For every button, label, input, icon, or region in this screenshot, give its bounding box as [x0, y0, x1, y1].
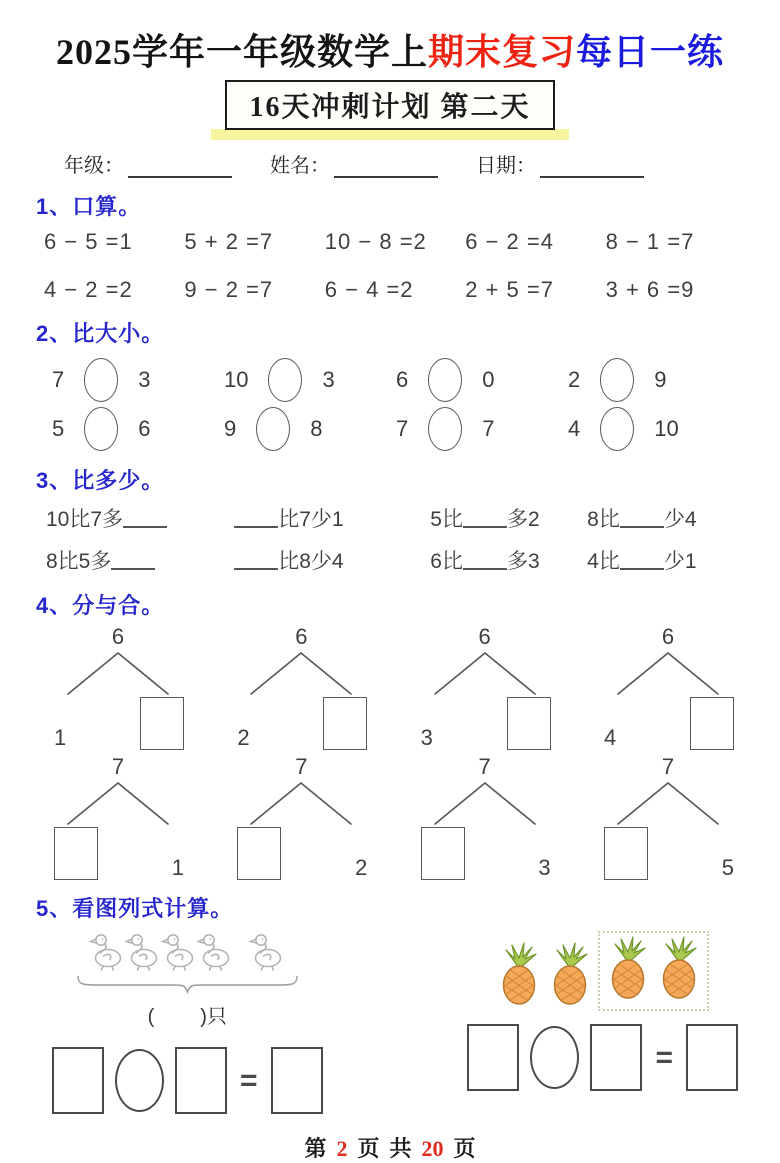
branch-lines-icon [42, 780, 194, 826]
count-text: 多2 [506, 508, 540, 531]
compare-left-number: 2 [568, 366, 581, 392]
caption-open-paren: ( [147, 1006, 155, 1028]
duck-icon [197, 931, 233, 976]
bond-children [409, 826, 561, 880]
compare-right-number: 7 [482, 415, 495, 441]
student-info-row [64, 149, 780, 178]
compare-left-number: 7 [52, 366, 65, 392]
pineapple-icon [547, 942, 593, 1011]
equation-operator-circle[interactable] [115, 1049, 164, 1112]
grade-field [64, 149, 232, 178]
answer-blank[interactable] [463, 552, 507, 570]
compare-item [568, 405, 740, 452]
number-bond [409, 754, 561, 880]
duck-equation-row [52, 1047, 323, 1114]
compare-count-item [587, 503, 744, 533]
bond-known-number: 5 [721, 855, 734, 880]
compare-count-item [430, 545, 587, 575]
oral-problem: 9 − 2 =7 [184, 277, 274, 302]
tree-row [42, 754, 744, 880]
compare-count-item [46, 503, 234, 533]
subtitle-box: 16天冲刺计划 第二天 [225, 80, 554, 130]
bond-known-number: 2 [237, 725, 250, 750]
number-bond [225, 754, 377, 880]
answer-blank[interactable] [234, 552, 278, 570]
pineapple-row [496, 931, 709, 1011]
number-bond [592, 754, 744, 880]
duck-caption [148, 1000, 227, 1029]
bond-total-number: 6 [111, 624, 125, 649]
section-heading-split-combine: 4、分与合。 [36, 593, 165, 618]
title-part-black: 2025学年一年级数学上 [55, 32, 428, 72]
bond-answer-box[interactable] [421, 827, 465, 880]
bond-children [225, 696, 377, 750]
number-bond [42, 754, 194, 880]
branch-lines-icon [409, 780, 561, 826]
compare-right-number: 3 [138, 366, 151, 392]
answer-blank[interactable] [234, 510, 278, 528]
bond-answer-box[interactable] [690, 697, 734, 750]
number-bond [592, 624, 744, 750]
bond-answer-box[interactable] [604, 827, 648, 880]
bond-total-number: 7 [478, 754, 491, 779]
bond-children [42, 826, 194, 880]
section-heading-compare-size: 2、比大小。 [36, 321, 165, 346]
footer-text: 页 [453, 1136, 476, 1161]
duck-problem [52, 931, 323, 1114]
pineapple-icon [656, 936, 702, 1005]
count-text: 比8少4 [278, 550, 344, 573]
yellow-highlight-bar [211, 129, 569, 140]
oral-problem: 10 − 8 =2 [324, 229, 427, 254]
oral-problem: 6 − 4 =2 [324, 277, 414, 302]
bond-known-number: 4 [603, 725, 617, 750]
oral-grid [44, 229, 746, 303]
answer-blank[interactable] [111, 552, 155, 570]
answer-blank[interactable] [123, 510, 167, 528]
compare-item [52, 356, 224, 403]
bond-total-number: 7 [111, 754, 125, 779]
compare-count-item [234, 503, 430, 533]
compare-answer-circle[interactable] [428, 358, 462, 402]
bond-answer-box[interactable] [237, 827, 281, 880]
tree-row [42, 624, 744, 750]
count-text: 4比 [587, 550, 620, 573]
tree-rows [0, 624, 780, 880]
count-text: 多3 [506, 550, 540, 573]
count-text: 8比 [587, 508, 620, 531]
compare-answer-circle[interactable] [428, 407, 462, 451]
branch-lines-icon [592, 650, 744, 696]
count-text: 10比7多 [46, 508, 124, 531]
compare-count-item [234, 545, 430, 575]
number-bond [42, 624, 194, 750]
name-label: 姓名： [270, 155, 330, 177]
compare-count-item [587, 545, 744, 575]
compare-answer-circle[interactable] [84, 407, 118, 451]
equation-second-box[interactable] [590, 1024, 642, 1091]
count-text: 6比 [430, 550, 463, 573]
compare-answer-circle[interactable] [256, 407, 290, 451]
section-heading-compare-count: 3、比多少。 [36, 468, 165, 493]
bond-known-number: 2 [355, 855, 368, 880]
compare-answer-circle[interactable] [84, 358, 118, 402]
footer-text: 共 [389, 1136, 412, 1161]
bond-children [592, 696, 744, 750]
equation-answer-box[interactable] [686, 1024, 738, 1091]
page-title [0, 24, 780, 75]
answer-blank[interactable] [463, 510, 507, 528]
equation-answer-box[interactable] [271, 1047, 323, 1114]
grade-blank-line[interactable] [128, 158, 232, 178]
pineapple-problem [467, 931, 738, 1114]
title-part-blue: 每日一练 [576, 32, 725, 72]
bond-known-number: 1 [54, 725, 67, 750]
footer-text: 页 [357, 1136, 380, 1161]
equation-operator-circle[interactable] [530, 1026, 579, 1089]
footer-page-number: 2 [336, 1136, 348, 1161]
oral-problem: 2 + 5 =7 [465, 277, 554, 302]
oral-problem: 6 − 5 =1 [44, 229, 133, 254]
compare-answer-circle[interactable] [600, 407, 634, 451]
bond-children [225, 826, 377, 880]
date-field [476, 149, 644, 178]
compare-left-number: 10 [224, 366, 249, 392]
compare-right-number: 9 [654, 366, 667, 392]
answer-blank[interactable] [620, 510, 664, 528]
compare-left-number: 6 [396, 366, 409, 392]
picture-problems [0, 923, 780, 1114]
footer-total-pages: 20 [421, 1136, 444, 1161]
compare-item [396, 356, 568, 403]
bond-total-number: 6 [295, 624, 308, 649]
equation-first-box[interactable] [467, 1024, 519, 1091]
compare-item [52, 405, 224, 452]
brace-row [75, 974, 300, 999]
equation-first-box[interactable] [52, 1047, 104, 1114]
compare-count-item [430, 503, 587, 533]
section-heading-oral: 1、口算。 [36, 194, 142, 219]
compare-item [224, 356, 396, 403]
branch-lines-icon [42, 650, 194, 696]
bond-total-number: 6 [478, 624, 491, 649]
compare-item [568, 356, 740, 403]
oral-problem: 5 + 2 =7 [184, 229, 274, 254]
caption-close-paren: )只 [200, 1006, 227, 1028]
bond-known-number: 1 [171, 855, 184, 880]
compare-count-item [46, 545, 234, 575]
bond-known-number: 3 [538, 855, 551, 880]
count-text: 比7少1 [278, 508, 344, 531]
equation-second-box[interactable] [175, 1047, 227, 1114]
bond-total-number: 7 [661, 754, 675, 779]
oral-problem: 3 + 6 =9 [605, 277, 695, 302]
count-text: 少4 [663, 508, 697, 531]
dotted-group-box [598, 931, 709, 1011]
branch-lines-icon [225, 650, 377, 696]
compare-answer-circle[interactable] [600, 358, 634, 402]
title-part-red: 期末复习 [427, 32, 576, 72]
bond-known-number: 3 [420, 725, 433, 750]
count-text: 少1 [663, 550, 697, 573]
pineapple-icon [496, 942, 542, 1011]
compare-right-number: 6 [138, 415, 151, 441]
answer-blank[interactable] [620, 552, 664, 570]
oral-problem: 4 − 2 =2 [44, 277, 133, 302]
branch-lines-icon [592, 780, 744, 826]
count-text: 5比 [430, 508, 463, 531]
duck-row [89, 931, 285, 976]
compare-left-number: 7 [396, 415, 409, 441]
count-grid [46, 503, 744, 575]
compare-left-number: 4 [568, 415, 581, 441]
branch-lines-icon [409, 650, 561, 696]
page-footer [0, 1132, 780, 1163]
compare-right-number: 8 [310, 415, 323, 441]
oral-problem: 8 − 1 =7 [605, 229, 695, 254]
number-bond [409, 624, 561, 750]
bond-answer-box[interactable] [54, 827, 98, 880]
compare-right-number: 10 [654, 415, 679, 441]
bond-total-number: 7 [295, 754, 308, 779]
grade-label: 年级： [64, 155, 124, 177]
compare-answer-circle[interactable] [268, 358, 302, 402]
pineapple-icon [605, 936, 651, 1005]
compare-item [224, 405, 396, 452]
compare-right-number: 3 [322, 366, 335, 392]
compare-item [396, 405, 568, 452]
date-blank-line[interactable] [540, 158, 644, 178]
pineapple-equation-row [467, 1024, 738, 1091]
duck-icon [161, 931, 197, 976]
branch-lines-icon [225, 780, 377, 826]
duck-icon [249, 931, 285, 976]
compare-grid [52, 356, 740, 452]
compare-left-number: 9 [224, 415, 237, 441]
footer-text: 第 [304, 1136, 327, 1161]
number-bond [225, 624, 377, 750]
date-label: 日期： [476, 155, 536, 177]
bond-answer-box[interactable] [507, 697, 551, 750]
compare-right-number: 0 [482, 366, 495, 392]
bond-children [592, 826, 744, 880]
bond-answer-box[interactable] [323, 697, 367, 750]
subtitle-wrap [0, 80, 780, 140]
group-brace-icon [75, 981, 300, 998]
name-field [270, 149, 438, 178]
bond-children [409, 696, 561, 750]
name-blank-line[interactable] [334, 158, 438, 178]
equals-sign: = [240, 1063, 258, 1097]
equals-sign: = [655, 1040, 673, 1074]
section-heading-picture-equations: 5、看图列式计算。 [36, 896, 234, 921]
duck-icon [89, 931, 125, 976]
bond-answer-box[interactable] [140, 697, 184, 750]
bond-total-number: 6 [661, 624, 675, 649]
bond-children [42, 696, 194, 750]
compare-left-number: 5 [52, 415, 65, 441]
count-text: 8比5多 [46, 550, 112, 573]
oral-problem: 6 − 2 =4 [465, 229, 554, 254]
duck-icon [125, 931, 161, 976]
